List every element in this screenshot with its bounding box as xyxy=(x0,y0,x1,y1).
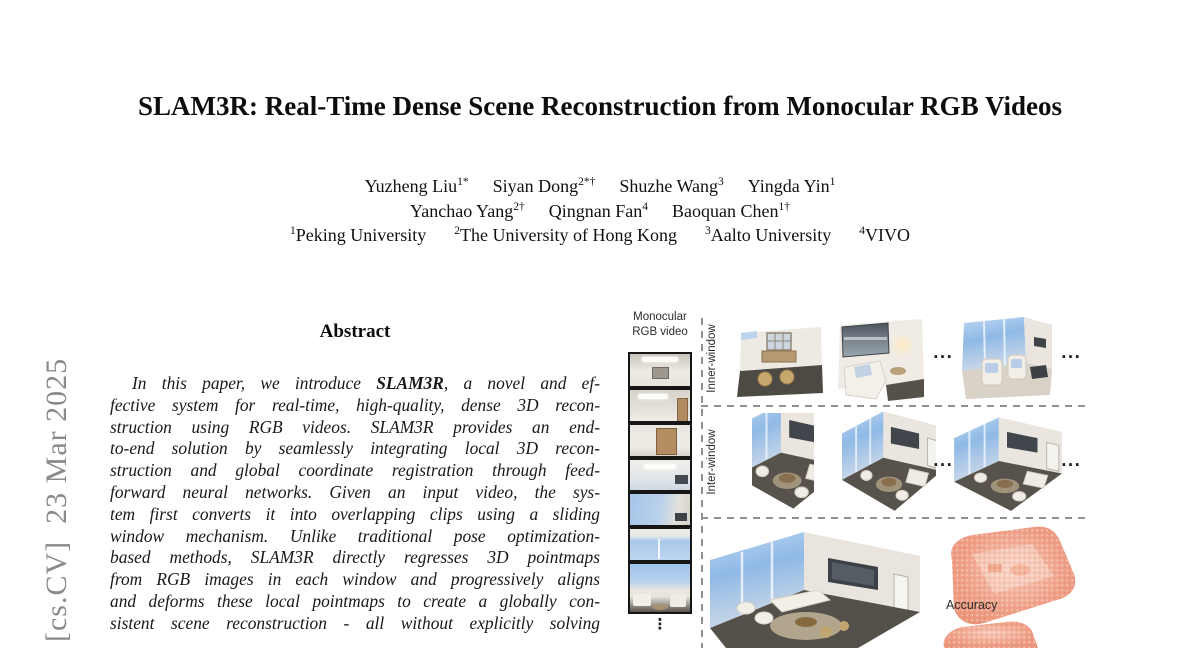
inter-window-label: Inter-window xyxy=(706,429,718,495)
accuracy-label: Accuracy xyxy=(946,598,998,612)
abstract-line: window mechanism. Unlike traditional pose optimization- xyxy=(110,525,600,546)
video-frame-1 xyxy=(628,352,692,388)
author-name: Baoquan Chen$^{1\dagger}$ xyxy=(671,200,790,221)
video-frame-4 xyxy=(628,458,692,492)
inter-row-ellipsis-1: ... xyxy=(932,452,954,470)
author-name: Yanchao Yang$^{2\dagger}$ xyxy=(410,200,525,221)
inner-window-label: Inner-window xyxy=(706,324,718,393)
author-name: Shuzhe Wang$^3$ xyxy=(619,176,724,196)
video-label-line1: Monocular xyxy=(633,311,687,323)
inner-window-recon-2 xyxy=(836,315,926,401)
abstract-line: In this paper, we introduce SLAM3R, a novel and ef- xyxy=(132,373,600,393)
arxiv-stamp: [cs.CV] 23 Mar 2025 xyxy=(40,357,73,642)
inter-window-recon-1 xyxy=(752,413,814,511)
inner-window-recon-1 xyxy=(735,321,827,398)
frame-detail xyxy=(677,398,688,422)
author-name: Qingnan Fan$^4$ xyxy=(548,200,648,221)
affiliation: $^1$Peking University xyxy=(290,225,427,245)
completeness-pointcloud-partial xyxy=(938,621,1042,648)
frame-detail xyxy=(670,594,686,607)
figure-vertical-divider xyxy=(701,318,703,648)
video-frame-2 xyxy=(628,388,692,423)
affiliation: $^2$The University of Hong Kong xyxy=(454,225,677,245)
inter-row-ellipsis-2: ... xyxy=(1060,452,1082,470)
abstract-heading: Abstract xyxy=(319,321,391,342)
abstract-line: struction and global coordinate registration through feed- xyxy=(110,460,600,481)
author-name: Yuzheng Liu$^{1*}$ xyxy=(364,176,469,196)
author-line-1 xyxy=(0,174,1200,199)
frame-detail xyxy=(675,513,687,521)
inter-window-recon-3 xyxy=(946,409,1068,513)
inner-row-ellipsis-2: ... xyxy=(1060,344,1082,362)
abstract-line: sistent scene reconstruction - all without explicitly solving xyxy=(110,612,600,633)
video-label-line2: RGB video xyxy=(632,326,688,338)
frame-detail xyxy=(642,357,678,362)
video-frame-7 xyxy=(628,562,692,614)
abstract-line: fective system for real-time, high-quality, dense 3D recon- xyxy=(110,394,600,415)
abstract-line: based methods, SLAM3R directly regresses 3D pointmaps xyxy=(110,547,600,568)
abstract-line: from RGB images in each window and progressively aligns xyxy=(110,569,600,590)
frame-detail xyxy=(658,539,660,559)
affiliation-line xyxy=(0,223,1200,248)
abstract-line: to-end solution by seamlessly integrating local 3D recon- xyxy=(110,438,600,459)
abstract-line: struction using RGB videos. SLAM3R provides an end- xyxy=(110,416,600,437)
abstract-line: and deforms these local pointmaps to create a globally con- xyxy=(110,590,600,611)
full-scene-recon xyxy=(706,524,936,648)
frame-detail xyxy=(644,464,676,469)
inner-row-ellipsis-1: ... xyxy=(932,344,954,362)
abstract-line: forward neural networks. Given an input video, the sys- xyxy=(110,481,600,502)
frame-detail xyxy=(638,394,668,399)
inter-window-recon-2 xyxy=(842,407,936,513)
frame-detail xyxy=(652,367,669,379)
frame-detail xyxy=(675,475,688,484)
paper-title: SLAM3R: Real-Time Dense Scene Reconstruction from Monocular RGB Videos xyxy=(138,91,1062,121)
author-name: Siyan Dong$^{2*\dagger}$ xyxy=(492,176,596,196)
figure-row-divider-2 xyxy=(701,517,1085,519)
video-frame-3 xyxy=(628,423,692,458)
frame-detail xyxy=(656,428,677,455)
video-frame-5 xyxy=(628,492,692,527)
video-filmstrip xyxy=(628,352,692,614)
filmstrip-ellipsis: ⋮ xyxy=(652,615,668,633)
inner-window-recon-3 xyxy=(960,315,1054,401)
abstract-line: tem first converts it into overlapping clips using a sliding xyxy=(110,503,600,524)
figure-video-label xyxy=(612,310,708,340)
author-block xyxy=(0,174,1200,248)
accuracy-pointcloud xyxy=(936,524,1080,628)
frame-detail xyxy=(633,594,651,606)
abstract-lines xyxy=(110,373,600,635)
author-name: Yingda Yin$^1$ xyxy=(747,176,836,196)
affiliation: $^4$VIVO xyxy=(859,225,910,245)
author-line-2 xyxy=(0,199,1200,224)
frame-detail xyxy=(652,604,668,610)
affiliation: $^3$Aalto University xyxy=(704,225,832,245)
video-frame-6 xyxy=(628,527,692,562)
